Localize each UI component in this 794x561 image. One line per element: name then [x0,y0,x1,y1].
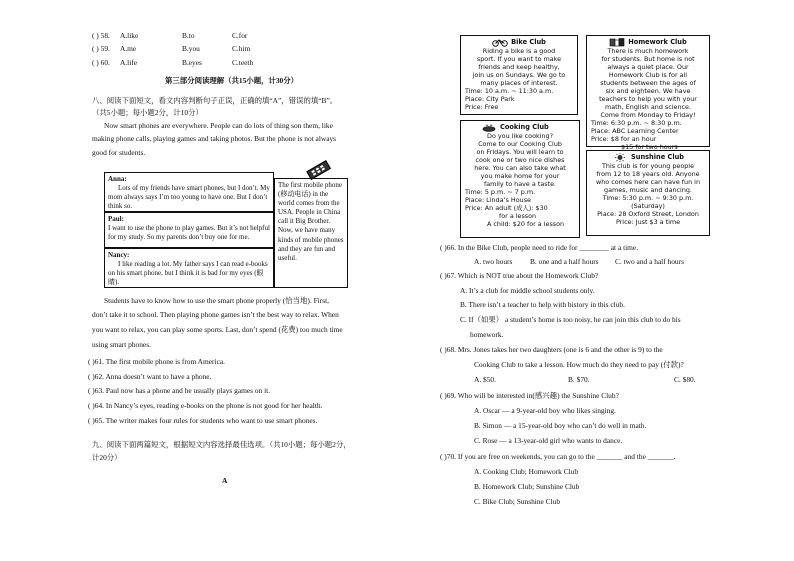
question-68: ( )68. Mrs. Jones takes her two daughters (one is 6 and the other is 9) to the [440,345,663,354]
para2-line-1: Students have to know how to use the smart phone properly (恰当地). First, [104,296,329,305]
choice-59-a: A.me [120,44,137,53]
cooking-icon [481,123,497,132]
cooking-price-2: for a lesson [499,212,537,220]
choice-58-c: C.for [232,31,248,40]
part3-title: 第三部分阅读理解（共15小题，计30分） [165,76,299,85]
cooking-club-ad [460,120,580,238]
bike-place: Place: City Park [465,95,515,103]
q67-option-a: A. It’s a club for middle school students only. [460,286,595,295]
sunshine-price: Price: Just $3 a time [615,218,681,226]
nancy-box [104,248,274,288]
choice-59-num: ( ) 59. [92,44,110,53]
sunshine-club-ad [586,150,710,236]
bike-line: sport. If you want to make [476,55,562,63]
sunshine-line: who comes here can have fun in [595,178,701,186]
q67-option-c: C. If（如果） a student’s home is too noisy, he can join this club to do his [460,315,681,324]
bike-line: join us on Sundays. We go to [472,71,566,79]
question-63: ( )63. Paul now has a phone and he usually plays games on it. [88,386,271,395]
homework-club-ad [586,35,710,151]
sunshine-line: games, music and dancing. [604,186,692,194]
question-68-cont: Cooking Club to take a lesson. How much do they need to pay (付款)? [474,360,684,369]
homework-line: students between the ages of [600,79,696,87]
homework-line: There is much homework [607,47,689,55]
para2-line-4: using smart phones. [92,340,151,349]
cooking-place: Place: Linda’s House [465,196,531,204]
q69-option-c: C. Rose — a 13-year-old girl who wants to dance. [474,436,623,445]
q70-option-b: B. Homework Club; Sunshine Club [474,482,580,491]
homework-line: for students. But home is not [601,55,695,63]
q70-option-a: A. Cooking Club; Homework Club [474,467,579,476]
section8-title: 八、阅读下面短文，看文内容判断句子正误，正确的填“A”，错误的填“B”。 [92,96,338,105]
bike-time: Time: 10 a.m. ~ 11:30 a.m. [465,87,554,95]
choice-59-b: B.you [182,44,200,53]
question-66: ( )66. In the Bike Club, people need to ride for ________ at a time. [440,243,639,252]
cooking-line: family to have a taste. [483,180,557,188]
q66-option-b: B. one and a half hours [530,257,599,266]
section9-title: 九、阅读下面两篇短文，根据短文内容选择最佳选项。（共10小题；每小题2分， [92,440,351,449]
bike-line: Riding a bike is a good [482,47,556,55]
paul-name: Paul: [108,215,124,223]
choice-58-a: A.like [120,31,139,40]
choice-58-b: B.to [182,31,195,40]
para2-line-3: you want to relax, you can play some sports. Last, don’t spend (花费) too much time [92,325,343,334]
sunshine-line: from 12 to 18 years old. Anyone [596,170,700,178]
homework-line: math, English and science. [605,103,691,111]
homework-price-2: $15 for two hours [621,143,678,151]
choice-60-b: B.eyes [182,58,202,67]
q67-option-b: B. There isn’t a teacher to help with history in this club. [460,300,625,309]
homework-line: Come from Monday to Friday! [600,111,696,119]
books-icon [609,38,625,47]
cooking-price-3: A child: $20 for a lesson [487,220,565,228]
q68-option-b: B. $70. [568,375,590,384]
question-62: ( )62. Anna doesn’t want to have a phone. [88,372,212,381]
cooking-line: you make home for your [480,172,560,180]
cooking-line: Do you like cooking? [487,132,553,140]
cooking-time: Time: 5 p.m. ~ 7 p.m. [465,188,536,196]
bike-club-ad [460,35,578,115]
q66-option-c: C. two and a half hours [615,257,684,266]
q67-option-c-cont: homework. [470,330,504,339]
q70-option-c: C. Bike Club; Sunshine Club [474,497,561,506]
paul-text: I want to use the phone to play games. But it’s not helpful for my study. So my parents don’t buy one for me. [108,224,270,242]
homework-line: always a quiet place. Our [607,63,689,71]
bike-line: friends and keep healthy, [478,63,560,71]
homework-price: Price: $8 for an hour [591,135,657,143]
sunshine-place: Place: 28 Oxford Street, London [597,210,699,218]
cooking-line: Come to our Cooking Club [478,140,562,148]
homework-line: Homework Club is for all [608,71,688,79]
sunshine-line: This club is for young people [601,162,694,170]
choice-60-num: ( ) 60. [92,58,110,67]
homework-line: teachers to help you with your [599,95,697,103]
homework-line: six and eighteen. We have [605,87,691,95]
homework-club-title: Homework Club [628,38,687,47]
anna-name: Anna: [108,175,127,183]
sun-icon [612,153,628,162]
cooking-line: cook one or two nice dishes [475,156,565,164]
choice-60-a: A.life [120,58,138,67]
choice-60-c: C.teeth [232,58,254,67]
section9-subtitle: 计20分） [92,453,122,462]
question-70: ( )70. If you are free on weekends, you can go to the _______ and the _______. [440,452,676,461]
bike-club-title: Bike Club [511,38,546,47]
homework-time: Time: 6:30 p.m. ~ 8:30 p.m. [591,119,682,127]
choice-59-c: C.him [232,44,251,53]
bike-price: Price: Free [465,103,499,111]
q66-option-a: A. two hours [474,257,513,266]
sunshine-time-2: (Saturday) [631,202,665,210]
q68-option-c: C. $80. [674,375,696,384]
side-note-text: The first mobile phone (移动电话) in the world comes from the USA. People in China call it Big Brother. Now, we have many kinds of mobile phones and they are fun and useful. [278,181,344,262]
choice-58-num: ( ) 58. [92,31,110,40]
sunshine-club-title: Sunshine Club [631,153,684,162]
para2-line-2: don’t take it to school. Then playing phone games isn’t the best way to relax. When [92,310,339,319]
section8-subtitle: （共5小题；每小题2分，计10分） [92,108,203,117]
anna-text: Lots of my friends have smart phones, but I don’t. My mom always says I’m too young to have one. But I don’t think so. [108,184,270,211]
intro-line-3: good for students. [92,148,146,157]
paul-box [104,212,274,248]
bicycle-icon [492,38,508,47]
nancy-name: Nancy: [108,251,130,259]
sunshine-time: Time: 5:30 p.m. ~ 9:30 p.m. [602,194,694,202]
anna-box [104,172,274,212]
nancy-text: I like reading a lot. My father says I can read e-books on his smart phone, but I think it is bad for my eyes (眼睛). [108,260,268,287]
bike-line: many places of interest. [480,79,558,87]
homework-place: Place: ABC Learning Center [591,127,679,135]
passage-label: A [222,476,228,485]
cooking-line: here. You can also take what [474,164,566,172]
cooking-line: on Fridays. You will learn to [476,148,564,156]
question-69: ( )69. Who will be interested in(感兴趣) the Sunshine Club? [440,391,619,400]
q68-option-a: A. $50. [474,375,496,384]
intro-line-2: making phone calls, playing games and taking photos. But the phone is not always [92,134,337,143]
question-65: ( )65. The writer makes four rules for students who want to use smart phones. [88,416,318,425]
q69-option-b: B. Simon — a 15-year-old boy who can’t do well in math. [474,421,647,430]
question-61: ( )61. The first mobile phone is from America. [88,357,225,366]
side-note-box [274,178,348,288]
cooking-club-title: Cooking Club [500,123,549,132]
question-64: ( )64. In Nancy’s eyes, reading e-books on the phone is not good for her health. [88,401,323,410]
question-67: ( )67. Which is NOT true about the Homework Club? [440,271,599,280]
cooking-price: Price: An adult (成人): $30 [465,204,548,212]
q69-option-a: A. Oscar — a 9-year-old boy who likes singing. [474,406,616,415]
intro-line-1: Now smart phones are everywhere. People can do lots of thing son them, like [104,121,333,130]
